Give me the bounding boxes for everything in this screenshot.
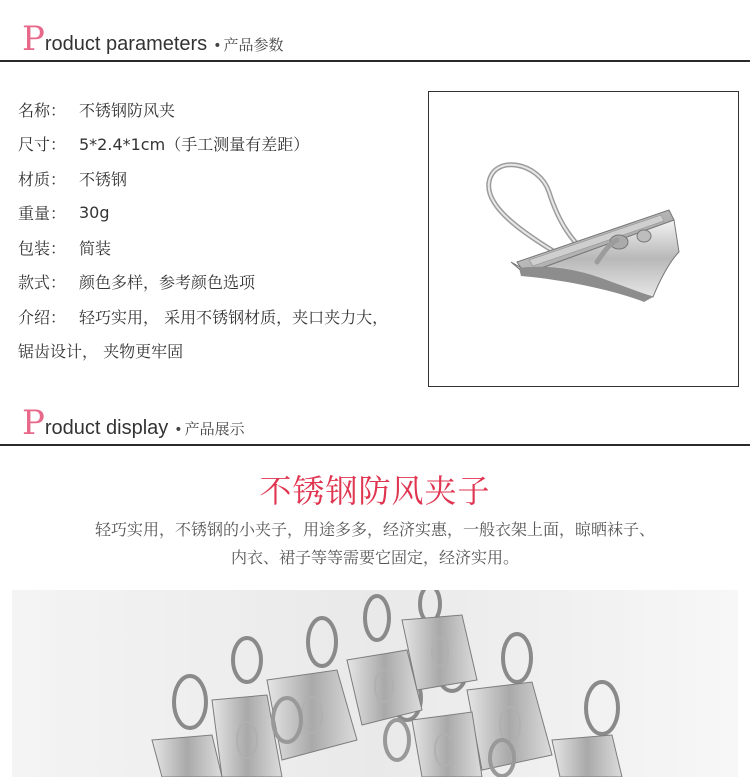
- param-key: 款式：: [18, 273, 67, 293]
- param-row-style: [18, 265, 418, 300]
- param-key: 介绍：: [18, 307, 67, 327]
- param-value: 5*2.4*1cm（手工测量有差距）: [79, 135, 310, 155]
- description-line: 轻巧实用，不锈钢的小夹子，用途多多，经济实惠，一般衣架上面，晾晒袜子、: [94, 520, 655, 539]
- param-key: 重量：: [18, 204, 67, 224]
- description-line: 内衣、裙子等等需要它固定，经济实用。: [230, 548, 519, 567]
- param-value: 30g: [79, 203, 110, 223]
- display-description: [20, 516, 730, 572]
- parameters-heading: [22, 19, 284, 59]
- heading-initial: P: [22, 403, 45, 443]
- heading-initial: P: [22, 19, 45, 59]
- param-key: 尺寸：: [18, 135, 67, 155]
- param-row-size: [18, 127, 418, 162]
- param-value: 轻巧实用， 采用不锈钢材质，夹口夹力大，: [79, 307, 389, 327]
- heading-bullet: •: [213, 38, 222, 54]
- param-key: 名称：: [18, 100, 67, 120]
- param-row-packaging: [18, 230, 418, 265]
- heading-text: roduct parameters: [44, 33, 208, 55]
- heading-bullet: •: [174, 422, 183, 438]
- heading-text: roduct display: [44, 417, 169, 439]
- param-key: 材质：: [18, 169, 67, 189]
- param-value: 不锈钢防风夹: [79, 100, 176, 120]
- param-value: 简装: [79, 238, 112, 258]
- heading-chinese: 产品展示: [184, 420, 245, 438]
- param-key: 包装：: [18, 238, 67, 258]
- clip-illustration: [429, 92, 738, 386]
- heading-chinese: 产品参数: [223, 36, 284, 54]
- display-title: 不锈钢防风夹子: [259, 472, 491, 510]
- param-row-name: [18, 92, 418, 127]
- param-row-intro: [18, 299, 418, 334]
- display-heading: [22, 403, 245, 443]
- param-value: 颜色多样，参考颜色选项: [79, 273, 256, 293]
- clips-illustration: [12, 590, 738, 777]
- parameters-header: [0, 2, 750, 62]
- product-photo: [428, 91, 739, 387]
- param-intro-continuation: 锯齿设计， 夹物更牢固: [18, 342, 184, 362]
- header-divider: [0, 444, 750, 446]
- parameter-list: [18, 92, 418, 368]
- header-divider: [0, 60, 750, 62]
- param-row-weight: [18, 196, 418, 231]
- product-display-photo: [12, 590, 738, 777]
- param-value: 不锈钢: [79, 169, 128, 189]
- param-row-material: [18, 161, 418, 196]
- display-header: [0, 386, 750, 446]
